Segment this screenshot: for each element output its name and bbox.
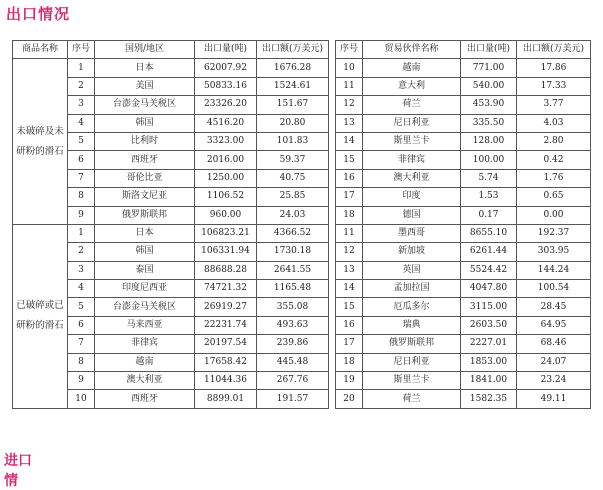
volume-cell: 22231.74 (195, 316, 257, 334)
column-gap (329, 151, 336, 169)
volume-cell-right: 2227.01 (461, 335, 517, 353)
seq-cell-right: 14 (336, 132, 363, 150)
seq-cell-right: 20 (336, 390, 363, 408)
table-row (13, 151, 591, 169)
header-seq-right: 序号 (336, 41, 363, 59)
value-cell: 1165.48 (257, 280, 329, 298)
country-cell: 印度尼西亚 (95, 280, 195, 298)
value-cell-right: 3.77 (517, 96, 591, 114)
value-cell: 1676.28 (257, 59, 329, 77)
partner-cell: 越南 (363, 59, 461, 77)
country-cell: 泰国 (95, 261, 195, 279)
seq-cell-right: 19 (336, 372, 363, 390)
seq-cell: 7 (68, 169, 95, 187)
value-cell-right: 0.42 (517, 151, 591, 169)
volume-cell-right: 1582.35 (461, 390, 517, 408)
partner-cell: 印度 (363, 188, 461, 206)
partner-cell: 澳大利亚 (363, 169, 461, 187)
volume-cell: 960.00 (195, 206, 257, 224)
column-gap (329, 132, 336, 150)
country-cell: 台澎金马关税区 (95, 96, 195, 114)
commodity-category-cell (13, 224, 68, 408)
table-row (13, 224, 591, 242)
column-gap (329, 298, 336, 316)
value-cell-right: 17.86 (517, 59, 591, 77)
partner-cell: 德国 (363, 206, 461, 224)
seq-cell: 2 (68, 77, 95, 95)
seq-cell-right: 10 (336, 59, 363, 77)
seq-cell: 5 (68, 132, 95, 150)
volume-cell-right: 128.00 (461, 132, 517, 150)
value-cell: 445.48 (257, 353, 329, 371)
volume-cell: 1250.00 (195, 169, 257, 187)
country-cell: 越南 (95, 353, 195, 371)
volume-cell: 8899.01 (195, 390, 257, 408)
seq-cell-right: 12 (336, 96, 363, 114)
seq-cell-right: 16 (336, 169, 363, 187)
seq-cell: 7 (68, 335, 95, 353)
table-row (13, 59, 591, 77)
table-row (13, 243, 591, 261)
header-country: 国别/地区 (95, 41, 195, 59)
table-row (13, 372, 591, 390)
value-cell-right: 0.65 (517, 188, 591, 206)
value-cell-right: 28.45 (517, 298, 591, 316)
header-partner: 贸易伙伴名称 (363, 41, 461, 59)
partner-cell: 俄罗斯联邦 (363, 335, 461, 353)
commodity-category-label: 未破碎及未研粉的滑石 (16, 125, 64, 157)
export-table (12, 40, 591, 409)
partner-cell: 荷兰 (363, 390, 461, 408)
table-row (13, 335, 591, 353)
next-heading-text: 进口情 (4, 453, 32, 489)
volume-cell: 106823.21 (195, 224, 257, 242)
partner-cell: 瑞典 (363, 316, 461, 334)
value-cell: 1524.61 (257, 77, 329, 95)
commodity-category-label: 已破碎或已研粉的滑石 (16, 300, 64, 332)
volume-cell: 106331.94 (195, 243, 257, 261)
seq-cell: 1 (68, 224, 95, 242)
seq-cell-right: 16 (336, 316, 363, 334)
volume-cell-right: 0.17 (461, 206, 517, 224)
country-cell: 台澎金马关税区 (95, 298, 195, 316)
volume-cell-right: 3115.00 (461, 298, 517, 316)
volume-cell: 4516.20 (195, 114, 257, 132)
seq-cell-right: 11 (336, 224, 363, 242)
value-cell: 4366.52 (257, 224, 329, 242)
header-volume-right: 出口量(吨) (461, 41, 517, 59)
page-title: 出口情况 (6, 5, 71, 23)
column-gap (329, 96, 336, 114)
volume-cell-right: 6261.44 (461, 243, 517, 261)
value-cell-right: 68.46 (517, 335, 591, 353)
value-cell-right: 192.37 (517, 224, 591, 242)
column-gap (329, 372, 336, 390)
value-cell-right: 49.11 (517, 390, 591, 408)
commodity-category-cell (13, 59, 68, 225)
value-cell-right: 100.54 (517, 280, 591, 298)
seq-cell: 5 (68, 298, 95, 316)
volume-cell-right: 5524.42 (461, 261, 517, 279)
partner-cell: 意大利 (363, 77, 461, 95)
country-cell: 西班牙 (95, 151, 195, 169)
volume-cell-right: 100.00 (461, 151, 517, 169)
table-row (13, 114, 591, 132)
seq-cell: 9 (68, 372, 95, 390)
partner-cell: 菲律宾 (363, 151, 461, 169)
column-gap (329, 206, 336, 224)
country-cell: 日本 (95, 224, 195, 242)
column-gap (329, 261, 336, 279)
volume-cell: 26919.27 (195, 298, 257, 316)
value-cell-right: 24.07 (517, 353, 591, 371)
value-cell: 2641.55 (257, 261, 329, 279)
value-cell: 493.63 (257, 316, 329, 334)
country-cell: 韩国 (95, 243, 195, 261)
table-row (13, 298, 591, 316)
volume-cell-right: 1841.00 (461, 372, 517, 390)
header-value-right: 出口额(万美元) (517, 41, 591, 59)
header-row (13, 41, 591, 59)
table-row (13, 169, 591, 187)
country-cell: 美国 (95, 77, 195, 95)
partner-cell: 孟加拉国 (363, 280, 461, 298)
seq-cell: 8 (68, 188, 95, 206)
table-row (13, 132, 591, 150)
volume-cell-right: 453.90 (461, 96, 517, 114)
partner-cell: 尼日利亚 (363, 114, 461, 132)
volume-cell: 1106.52 (195, 188, 257, 206)
seq-cell: 6 (68, 151, 95, 169)
value-cell: 151.67 (257, 96, 329, 114)
column-gap (329, 390, 336, 408)
seq-cell: 8 (68, 353, 95, 371)
value-cell-right: 23.24 (517, 372, 591, 390)
table-row (13, 188, 591, 206)
header-value: 出口额(万美元) (257, 41, 329, 59)
column-gap (329, 188, 336, 206)
table-row (13, 77, 591, 95)
country-cell: 俄罗斯联邦 (95, 206, 195, 224)
value-cell: 101.83 (257, 132, 329, 150)
country-cell: 斯洛文尼亚 (95, 188, 195, 206)
seq-cell-right: 15 (336, 298, 363, 316)
value-cell-right: 64.95 (517, 316, 591, 334)
value-cell: 24.03 (257, 206, 329, 224)
column-gap (329, 243, 336, 261)
column-gap (329, 77, 336, 95)
value-cell: 355.08 (257, 298, 329, 316)
seq-cell-right: 17 (336, 188, 363, 206)
partner-cell: 新加坡 (363, 243, 461, 261)
header-seq: 序号 (68, 41, 95, 59)
seq-cell-right: 18 (336, 206, 363, 224)
volume-cell: 3323.00 (195, 132, 257, 150)
volume-cell-right: 4047.80 (461, 280, 517, 298)
volume-cell: 50833.16 (195, 77, 257, 95)
value-cell-right: 4.03 (517, 114, 591, 132)
country-cell: 比利时 (95, 132, 195, 150)
volume-cell-right: 1.53 (461, 188, 517, 206)
volume-cell-right: 1853.00 (461, 353, 517, 371)
next-heading-fragment (4, 453, 34, 489)
seq-cell: 6 (68, 316, 95, 334)
value-cell-right: 144.24 (517, 261, 591, 279)
partner-cell: 厄瓜多尔 (363, 298, 461, 316)
column-gap (329, 353, 336, 371)
volume-cell: 17658.42 (195, 353, 257, 371)
partner-cell: 英国 (363, 261, 461, 279)
volume-cell: 2016.00 (195, 151, 257, 169)
value-cell: 20.80 (257, 114, 329, 132)
partner-cell: 斯里兰卡 (363, 132, 461, 150)
column-gap (329, 335, 336, 353)
volume-cell: 20197.54 (195, 335, 257, 353)
volume-cell: 88688.28 (195, 261, 257, 279)
value-cell: 267.76 (257, 372, 329, 390)
seq-cell: 1 (68, 59, 95, 77)
volume-cell: 23326.20 (195, 96, 257, 114)
country-cell: 菲律宾 (95, 335, 195, 353)
header-commodity: 商品名称 (13, 41, 68, 59)
table-body (13, 59, 591, 408)
volume-cell-right: 5.74 (461, 169, 517, 187)
seq-cell-right: 18 (336, 353, 363, 371)
country-cell: 日本 (95, 59, 195, 77)
value-cell-right: 303.95 (517, 243, 591, 261)
seq-cell-right: 12 (336, 243, 363, 261)
seq-cell-right: 14 (336, 280, 363, 298)
table-row (13, 280, 591, 298)
partner-cell: 墨西哥 (363, 224, 461, 242)
seq-cell: 2 (68, 243, 95, 261)
seq-cell-right: 13 (336, 114, 363, 132)
table-row (13, 261, 591, 279)
seq-cell-right: 17 (336, 335, 363, 353)
value-cell: 239.86 (257, 335, 329, 353)
volume-cell-right: 540.00 (461, 77, 517, 95)
column-gap (329, 280, 336, 298)
value-cell: 191.57 (257, 390, 329, 408)
volume-cell-right: 2603.50 (461, 316, 517, 334)
seq-cell: 4 (68, 280, 95, 298)
value-cell-right: 17.33 (517, 77, 591, 95)
table-row (13, 353, 591, 371)
seq-cell: 3 (68, 96, 95, 114)
table-row (13, 96, 591, 114)
header-volume: 出口量(吨) (195, 41, 257, 59)
column-gap (329, 114, 336, 132)
value-cell-right: 0.00 (517, 206, 591, 224)
value-cell: 40.75 (257, 169, 329, 187)
table-row (13, 206, 591, 224)
volume-cell: 74721.32 (195, 280, 257, 298)
column-gap (329, 41, 336, 59)
volume-cell-right: 8655.10 (461, 224, 517, 242)
seq-cell: 9 (68, 206, 95, 224)
partner-cell: 荷兰 (363, 96, 461, 114)
seq-cell-right: 15 (336, 151, 363, 169)
column-gap (329, 59, 336, 77)
volume-cell-right: 771.00 (461, 59, 517, 77)
column-gap (329, 169, 336, 187)
country-cell: 哥伦比亚 (95, 169, 195, 187)
value-cell-right: 1.76 (517, 169, 591, 187)
column-gap (329, 316, 336, 334)
volume-cell: 11044.36 (195, 372, 257, 390)
seq-cell: 4 (68, 114, 95, 132)
volume-cell-right: 335.50 (461, 114, 517, 132)
seq-cell: 10 (68, 390, 95, 408)
seq-cell-right: 11 (336, 77, 363, 95)
country-cell: 西班牙 (95, 390, 195, 408)
value-cell: 1730.18 (257, 243, 329, 261)
seq-cell: 3 (68, 261, 95, 279)
value-cell: 25.85 (257, 188, 329, 206)
column-gap (329, 224, 336, 242)
partner-cell: 斯里兰卡 (363, 372, 461, 390)
seq-cell-right: 13 (336, 261, 363, 279)
table-row (13, 390, 591, 408)
partner-cell: 尼日利亚 (363, 353, 461, 371)
country-cell: 马来西亚 (95, 316, 195, 334)
volume-cell: 62007.92 (195, 59, 257, 77)
table-row (13, 316, 591, 334)
value-cell: 59.37 (257, 151, 329, 169)
value-cell-right: 2.80 (517, 132, 591, 150)
country-cell: 韩国 (95, 114, 195, 132)
country-cell: 澳大利亚 (95, 372, 195, 390)
